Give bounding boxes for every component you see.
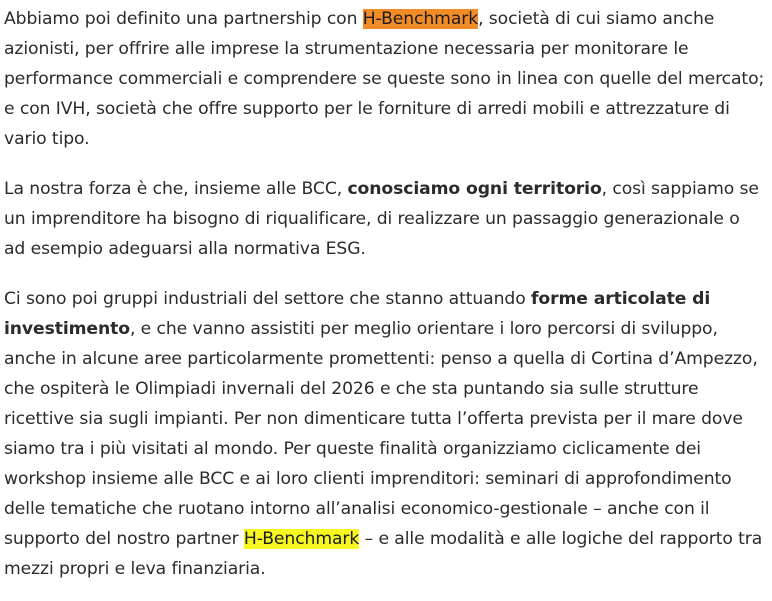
p3-text-middle: , e che vanno assistiti per meglio orientare i loro percorsi di sviluppo, anche in alcune aree particolarmente promettenti: penso a quella di Cortina d’Ampezzo, che ospiterà le Olimpiadi invernali del 2026 e che sta puntando sia sulle strutture ricettive sia sugli impianti. Per non dimenticare tutta l’offerta prevista per il mare dove siamo tra i più visitati al mondo. Per queste finalità organizziamo ciclicamente dei workshop insieme alle BCC e ai loro clienti imprenditori: seminari di approfondimento delle tematiche che ruotano intorno all’analisi economico-gestionale – anche con il supporto del nostro partner bbox=[4, 319, 758, 549]
paragraph-2 bbox=[4, 174, 766, 264]
p1-text-end: , società di cui siamo anche azionisti, per offrire alle imprese la strumentazione necessaria per monitorare le performance commerciali e comprendere se queste sono in linea con quelle del mercato; e con IVH, società che offre supporto per le forniture di arredi mobili e attrezzature di vario tipo. bbox=[4, 9, 765, 149]
p3-text-end: – e alle modalità e alle logiche del rapporto tra mezzi propri e leva finanziaria. bbox=[4, 529, 763, 579]
p2-text-end: , così sappiamo se un imprenditore ha bisogno di riqualificare, di realizzare un passaggio generazionale o ad esempio adeguarsi alla normativa ESG. bbox=[4, 179, 759, 259]
highlight-h-benchmark-partner[interactable]: H-Benchmark bbox=[243, 529, 360, 549]
paragraph-1 bbox=[4, 4, 766, 154]
paragraph-3 bbox=[4, 284, 766, 584]
highlight-h-benchmark-link[interactable]: H-Benchmark bbox=[362, 9, 479, 29]
p3-bold-phrase: forme articolate di investimento bbox=[4, 289, 711, 339]
p3-text-start: Ci sono poi gruppi industriali del settore che stanno attuando bbox=[4, 289, 531, 309]
p2-text-start: La nostra forza è che, insieme alle BCC, bbox=[4, 179, 348, 199]
p2-bold-phrase: conosciamo ogni territorio bbox=[347, 179, 602, 199]
p1-text-start: Abbiamo poi definito una partnership con bbox=[4, 9, 363, 29]
